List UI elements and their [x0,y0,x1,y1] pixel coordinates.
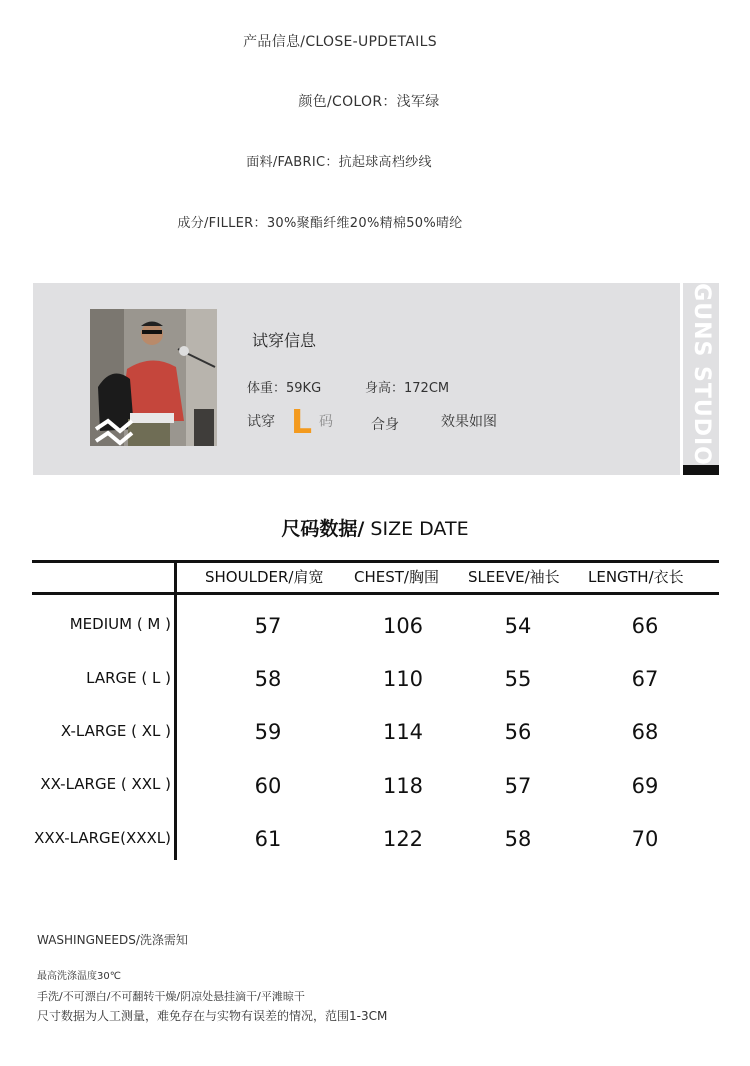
cell-xxxl-chest: 122 [382,827,424,851]
brand-bar [683,465,719,475]
product-info-header: 产品信息/CLOSE-UPDETAILS [243,34,437,50]
row-label-large: LARGE ( L ) [86,669,171,687]
filler-info: 成分/FILLER：30%聚酯纤维20%精棉50%晴纶 [177,216,463,231]
weight-info: 体重：59KG [247,381,322,396]
measurement-note: 尺寸数据为人工测量，难免存在与实物有误差的情况，范围1-3CM [37,1009,388,1023]
cell-xxl-shoulder: 60 [254,774,282,798]
try-on-title: 试穿信息 [252,331,317,350]
column-header-chest: CHEST/胸围 [354,568,439,586]
height-info: 身高：172CM [365,381,450,396]
column-header-sleeve: SLEEVE/袖长 [468,568,560,586]
cell-m-chest: 106 [382,614,424,638]
brand-name: GUNS STUDIO [688,282,714,466]
cell-m-length: 66 [631,614,659,638]
cell-xxl-chest: 118 [382,774,424,798]
cell-xl-sleeve: 56 [504,720,532,744]
effect-label: 效果如图 [441,414,497,430]
washing-temperature: 最高洗涤温度30℃ [37,971,121,982]
try-on-panel [33,283,680,475]
model-photo [90,309,217,446]
cell-m-shoulder: 57 [254,614,282,638]
cell-xxxl-shoulder: 61 [254,827,282,851]
table-header-rule [32,592,719,595]
cell-xxl-length: 69 [631,774,659,798]
size-chart-title [0,514,750,541]
fabric-info: 面料/FABRIC：抗起球高档纱线 [246,155,432,170]
column-header-length: LENGTH/衣长 [588,568,684,586]
cell-xl-chest: 114 [382,720,424,744]
cell-l-sleeve: 55 [504,667,532,691]
cell-m-sleeve: 54 [504,614,532,638]
fit-label: 合身 [371,417,399,433]
try-label: 试穿 [247,414,275,430]
washing-instructions: 手洗/不可漂白/不可翻转干燥/阴凉处悬挂滴干/平滩晾干 [37,990,305,1003]
washing-title: WASHINGNEEDS/洗涤需知 [37,933,188,947]
table-top-rule [32,560,719,563]
row-label-xx-large: XX-LARGE ( XXL ) [40,775,171,793]
row-label-xxx-large: XXX-LARGE(XXXL) [34,829,171,847]
color-info: 颜色/COLOR：浅军绿 [298,94,440,110]
cell-xl-shoulder: 59 [254,720,282,744]
cell-l-length: 67 [631,667,659,691]
cell-xl-length: 68 [631,720,659,744]
table-column-divider [174,560,177,860]
cell-xxxl-sleeve: 58 [504,827,532,851]
cell-xxxl-length: 70 [631,827,659,851]
size-letter: L [291,402,313,441]
column-header-shoulder: SHOULDER/肩宽 [205,568,324,586]
size-title-cn: 尺码数据/ [281,518,365,540]
row-label-medium: MEDIUM ( M ) [69,615,171,633]
cell-l-chest: 110 [382,667,424,691]
cell-l-shoulder: 58 [254,667,282,691]
row-label-x-large: X-LARGE ( XL ) [60,722,171,740]
cell-xxl-sleeve: 57 [504,774,532,798]
size-suffix: 码 [319,414,333,430]
brand-strip [683,283,719,475]
size-title-en: SIZE DATE [364,518,469,540]
